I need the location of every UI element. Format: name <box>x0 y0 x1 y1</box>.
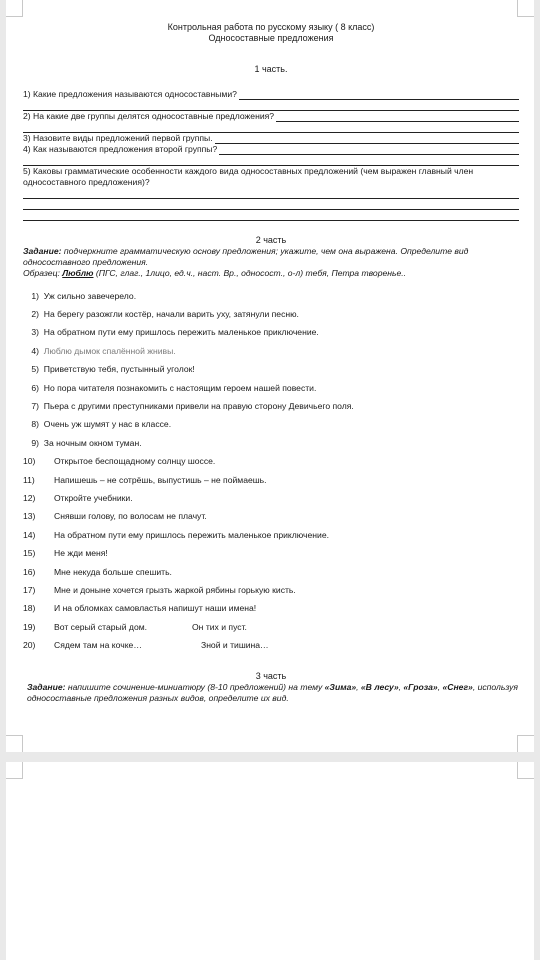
item-text: На берегу разожгли костёр, начали варить уху, затянули песню. <box>43 309 299 320</box>
crop-mark <box>6 0 23 17</box>
crop-mark <box>517 735 534 752</box>
list-item <box>23 416 519 434</box>
item-number: 2) <box>31 309 39 320</box>
part2-task <box>23 246 519 268</box>
item-text: И на обломках самовластья напишут наши имена! <box>54 603 257 614</box>
question-text: 3) Назовите виды предложений первой группы. <box>23 133 213 143</box>
list-item <box>23 324 519 342</box>
question-4 <box>23 144 519 155</box>
item-number: 8) <box>31 419 39 430</box>
item-text: Люблю дымок спалённой жнивы. <box>43 345 176 356</box>
list-item <box>23 544 519 562</box>
item-text: Мне некуда больше спешить. <box>54 566 172 577</box>
crop-mark <box>6 735 23 752</box>
answer-line <box>23 100 519 111</box>
item-text: Пьера с другими преступниками привели на правую сторону Девичьего поля. <box>43 401 354 412</box>
answer-line <box>215 135 519 144</box>
answer-line <box>23 122 519 133</box>
list-item <box>23 453 519 471</box>
question-text: 2) На какие две группы делятся односоставные предложения? <box>23 111 275 121</box>
answer-line <box>23 188 519 199</box>
item-number: 17) <box>23 584 36 595</box>
item-number: 5) <box>31 364 39 375</box>
answer-line <box>276 113 519 122</box>
task-text: подчеркните грамматическую основу предложения; укажите, чем она выражена. Определите вид односоставного предложения. <box>23 246 469 267</box>
topic: «Снег» <box>442 681 473 692</box>
sentence-list <box>23 287 519 655</box>
item-number: 12) <box>23 492 36 503</box>
part1-questions <box>23 89 519 221</box>
item-number: 19) <box>23 621 36 632</box>
crop-mark <box>517 762 534 779</box>
question-5: 5) Каковы грамматические особенности каждого вида односоставных предложений (чем выражен главный член односоставного предложения)? <box>23 166 474 187</box>
item-text: Мне и доныне хочется грызть жаркой рябины горькую кисть. <box>54 584 296 595</box>
item-text: Очень уж шумят у нас в классе. <box>43 419 172 430</box>
item-number: 7) <box>31 401 39 412</box>
item-text: Напишешь – не сотрёшь, выпустишь – не поймаешь. <box>54 474 267 485</box>
part2-sample <box>23 268 519 279</box>
item-text: Снявши голову, по волосам не плачут. <box>54 511 207 522</box>
question-text: 1) Какие предложения называются односоставными? <box>23 89 237 99</box>
list-item <box>23 471 519 489</box>
task-text: используя односоставные предложения разных видов, определите их вид. <box>27 681 518 703</box>
crop-mark <box>6 762 23 779</box>
question-1 <box>23 89 519 100</box>
list-item <box>23 526 519 544</box>
answer-line <box>23 210 519 221</box>
item-number: 4) <box>31 345 39 356</box>
item-text: Не жди меня! <box>54 548 108 559</box>
item-text: Уж сильно завечерело. <box>43 290 137 301</box>
answer-line <box>23 155 519 166</box>
list-item <box>23 379 519 397</box>
item-text: На обратном пути ему пришлось пережить маленькое приключение. <box>43 327 319 338</box>
item-number: 6) <box>31 382 39 393</box>
item-number: 16) <box>23 566 36 577</box>
list-item <box>23 361 519 379</box>
list-item <box>23 489 519 507</box>
part2-title: 2 часть <box>255 235 287 245</box>
item-text: Приветствую тебя, пустынный уголок! <box>43 364 195 375</box>
list-item <box>23 397 519 415</box>
item-text: Сядем там на кочке… <box>54 640 142 651</box>
item-number: 15) <box>23 548 36 559</box>
task-text: напишите сочинение-миниатюру (8-10 предложений) на тему <box>67 681 323 692</box>
item-text: Вот серый старый дом. <box>54 621 148 632</box>
item-text: За ночным окном туман. <box>43 437 142 448</box>
worksheet-page <box>6 0 534 752</box>
item-number: 20) <box>23 640 36 651</box>
item-text: Он тих и пуст. <box>192 621 247 632</box>
answer-line <box>23 199 519 210</box>
list-item <box>23 581 519 599</box>
question-3 <box>23 133 519 144</box>
item-text: На обратном пути ему пришлось пережить маленькое приключение. <box>54 529 330 540</box>
item-number: 3) <box>31 327 39 338</box>
item-number: 1) <box>31 290 39 301</box>
sample-word: Люблю <box>62 268 94 278</box>
list-item <box>23 305 519 323</box>
list-item <box>23 563 519 581</box>
sample-rest: (ПГС, глаг., 1лицо, ед.ч., наст. Вр., односост., о-л) тебя, Петра творенье.. <box>95 268 407 278</box>
answer-line <box>219 146 519 155</box>
part3-task: Задание: напишите сочинение-миниатюру (8-10 предложений) на тему «Зима», «В лесу», «Гроза», «Снег», используя односоставные предложения разных видов, определите их вид. <box>27 681 518 703</box>
document-subtitle: Односоставные предложения <box>208 33 334 43</box>
list-item <box>23 508 519 526</box>
item-number: 9) <box>31 437 39 448</box>
item-text: Открытое беспощадному солнцу шоссе. <box>54 456 216 467</box>
item-text: Откройте учебники. <box>54 492 133 503</box>
item-number: 13) <box>23 511 36 522</box>
list-item <box>23 342 519 360</box>
part1-title: 1 часть. <box>254 64 288 74</box>
topic: «В лесу» <box>360 681 399 692</box>
item-number: 10) <box>23 456 36 467</box>
list-item <box>23 636 519 654</box>
question-text: 4) Как называются предложения второй группы? <box>23 144 218 154</box>
list-item <box>23 287 519 305</box>
answer-line <box>239 91 519 100</box>
item-text: Но пора читателя познакомить с настоящим героем нашей повести. <box>43 382 317 393</box>
task-label: Задание: <box>27 681 66 692</box>
crop-mark <box>517 0 534 17</box>
item-number: 14) <box>23 529 36 540</box>
item-text: Зной и тишина… <box>201 640 269 651</box>
topic: «Гроза» <box>403 681 438 692</box>
task-label: Задание: <box>23 246 62 256</box>
list-item <box>23 618 519 636</box>
item-number: 18) <box>23 603 36 614</box>
next-page <box>6 762 534 960</box>
list-item <box>23 434 519 452</box>
question-2 <box>23 111 519 122</box>
topic: «Зима» <box>324 681 357 692</box>
sample-label: Образец: <box>23 268 60 278</box>
document-title: Контрольная работа по русскому языку ( 8 класс) <box>167 22 375 32</box>
part3-title: 3 часть <box>255 670 287 681</box>
item-number: 11) <box>23 474 35 485</box>
list-item <box>23 600 519 618</box>
document-content <box>23 22 519 704</box>
